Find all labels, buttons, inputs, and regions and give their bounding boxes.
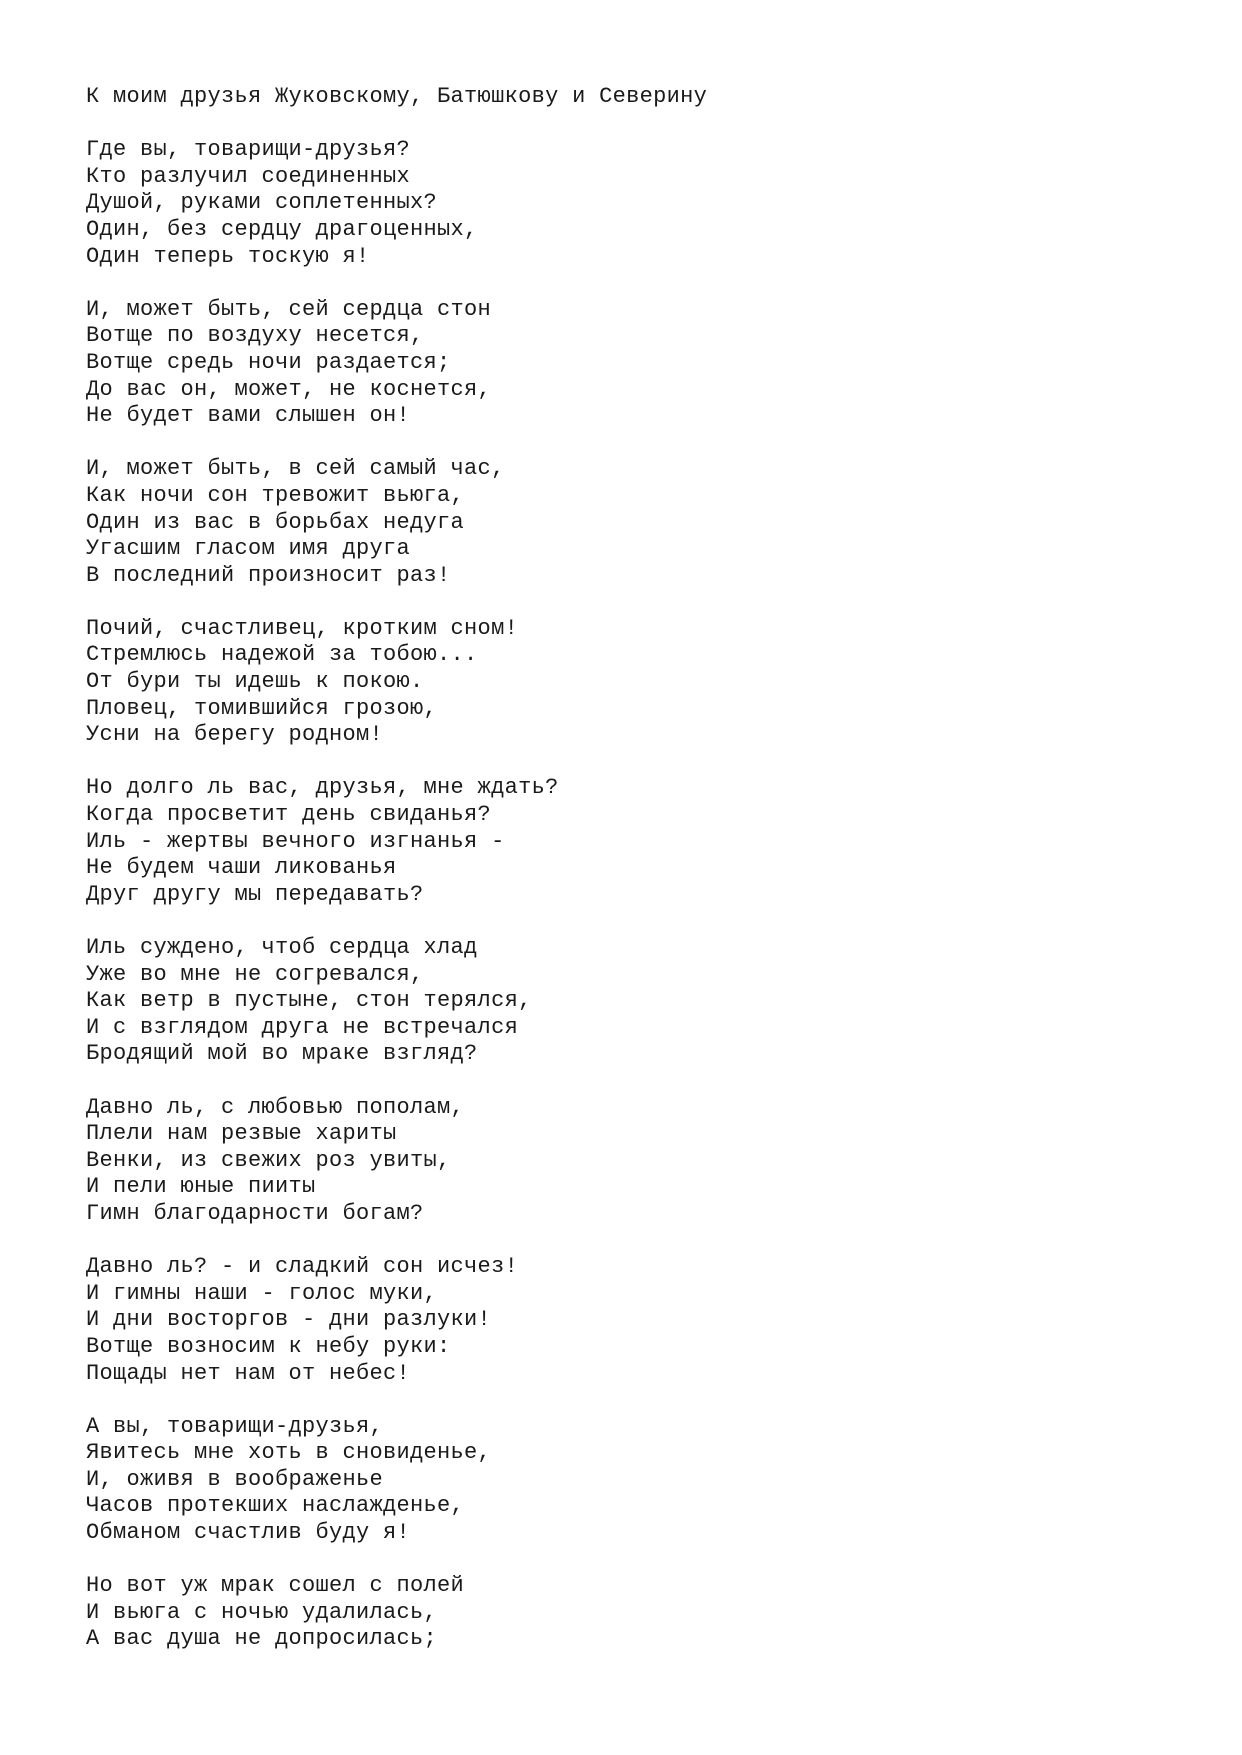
- poem-line: Угасшим гласом имя друга: [86, 536, 411, 562]
- poem-line: И дни восторгов - дни разлуки!: [86, 1307, 492, 1333]
- poem-stanza: [86, 137, 707, 270]
- poem-line: Друг другу мы передавать?: [86, 881, 424, 907]
- poem-line: И пели юные пииты: [86, 1174, 316, 1200]
- poem-body: [86, 137, 707, 1653]
- poem-stanza: [86, 456, 707, 589]
- poem-title: К моим друзья Жуковскому, Батюшкову и Северину: [86, 84, 708, 109]
- poem-line: И гимны наши - голос муки,: [86, 1280, 438, 1306]
- poem-text: [86, 84, 707, 1680]
- poem-line: А вас душа не допросилась;: [86, 1626, 438, 1652]
- poem-line: Уже во мне не согревался,: [86, 961, 424, 987]
- poem-stanza: [86, 616, 707, 749]
- poem-line: Венки, из свежих роз увиты,: [86, 1147, 451, 1173]
- poem-stanza: [86, 1254, 707, 1387]
- poem-stanza: [86, 1573, 707, 1653]
- poem-line: И, может быть, сей сердца стон: [86, 296, 492, 322]
- poem-line: Когда просветит день свиданья?: [86, 802, 492, 828]
- poem-line: Плели нам резвые хариты: [86, 1121, 397, 1147]
- poem-line: До вас он, может, не коснется,: [86, 376, 492, 402]
- poem-line: Один, без сердцу драгоценных,: [86, 216, 478, 242]
- poem-line: Не будем чаши ликованья: [86, 855, 397, 881]
- poem-stanza: [86, 775, 707, 908]
- poem-line: Часов протекших наслажденье,: [86, 1493, 465, 1519]
- poem-line: Иль суждено, чтоб сердца хлад: [86, 935, 478, 960]
- poem-line: Вотще возносим к небу руки:: [86, 1333, 451, 1359]
- poem-stanza: [86, 935, 707, 1068]
- poem-line: Как ветр в пустыне, стон терялся,: [86, 988, 532, 1014]
- poem-line: Но вот уж мрак сошел с полей: [86, 1573, 465, 1599]
- poem-line: Пощады нет нам от небес!: [86, 1360, 411, 1386]
- poem-line: Не будет вами слышен он!: [86, 403, 411, 429]
- poem-line: И, может быть, в сей самый час,: [86, 456, 505, 482]
- poem-stanza: [86, 1095, 707, 1228]
- poem-stanza: [86, 1414, 707, 1547]
- poem-line: И с взглядом друга не встречался: [86, 1014, 519, 1040]
- poem-line: Кто разлучил соединенных: [86, 163, 411, 189]
- poem-line: В последний произносит раз!: [86, 562, 451, 588]
- poem-line: И, оживя в воображенье: [86, 1466, 384, 1492]
- poem-line: А вы, товарищи-друзья,: [86, 1413, 384, 1439]
- poem-line: Обманом счастлив буду я!: [86, 1520, 411, 1546]
- poem-line: Один теперь тоскую я!: [86, 243, 370, 269]
- poem-line: Вотще средь ночи раздается;: [86, 349, 451, 375]
- poem-line: Гимн благодарности богам?: [86, 1200, 424, 1226]
- poem-line: Иль - жертвы вечного изгнанья -: [86, 828, 505, 854]
- poem-line: Бродящий мой во мраке взгляд?: [86, 1041, 478, 1067]
- poem-line: Давно ль? - и сладкий сон исчез!: [86, 1254, 519, 1280]
- poem-line: Но долго ль вас, друзья, мне ждать?: [86, 775, 559, 801]
- poem-line: Вотще по воздуху несется,: [86, 323, 424, 349]
- poem-line: Почий, счастливец, кротким сном!: [86, 615, 519, 641]
- poem-line: Душой, руками соплетенных?: [86, 190, 438, 216]
- poem-line: Один из вас в борьбах недуга: [86, 509, 465, 535]
- poem-line: И вьюга с ночью удалилась,: [86, 1599, 438, 1625]
- poem-line: Пловец, томившийся грозою,: [86, 695, 438, 721]
- poem-line: Где вы, товарищи-друзья?: [86, 137, 411, 163]
- poem-line: От бури ты идешь к покою.: [86, 669, 424, 695]
- poem-line: Стремлюсь надежой за тобою...: [86, 642, 478, 668]
- poem-stanza: [86, 297, 707, 430]
- poem-line: Как ночи сон тревожит вьюга,: [86, 482, 465, 508]
- poem-line: Явитесь мне хоть в сновиденье,: [86, 1440, 492, 1466]
- poem-line: Давно ль, с любовью пополам,: [86, 1094, 465, 1120]
- poem-line: Усни на берегу родном!: [86, 722, 384, 748]
